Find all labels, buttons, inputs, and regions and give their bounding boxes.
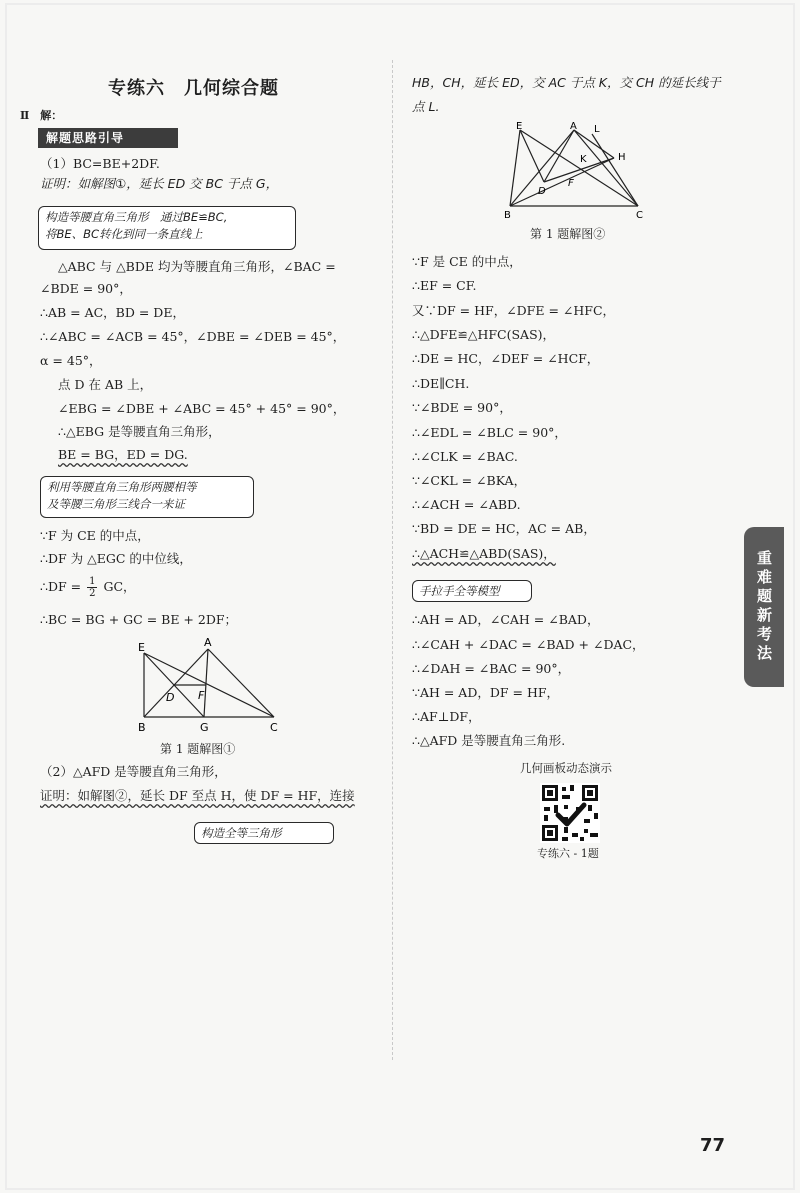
note-box-2-line-a: 利用等腰直角三角形两腰相等 [47,480,197,494]
fig2-label-D: D [538,186,546,197]
left-line-12: ∵F 为 CE 的中点， [40,528,150,543]
figure-1-caption: 第 1 题解图① [160,742,236,756]
fig2-label-H: H [618,152,626,163]
left-line-15: ∴BC = BG + GC = BE + 2DF； [40,612,238,627]
fig1-label-F: F [198,689,205,702]
fig2-seg-CL [592,134,638,206]
left-line-14-b: GC， [103,579,136,594]
left-line-1: （1）BC=BE+2DF. [40,156,160,171]
note-box-3: 构造全等三角形 [194,822,334,844]
note-box-1-line-a: 构造等腰直角三角形 通过BE≌BC, [45,210,228,224]
fig1-label-E: E [138,641,145,654]
left-line-7: α = 45°， [40,353,102,368]
qr-caption: 专练六 - 1题 [537,847,599,860]
page-title: 专练六 几何综合题 [108,78,279,99]
note-box-1-line-b: 将BE、BC转化到同一条直线上 [45,227,203,241]
fig1-label-A: A [204,636,212,649]
fraction-numerator: 1 [89,576,96,587]
figure-2 [500,120,650,220]
note-box-2-line-b: 及等腰三角形三线合一来证 [47,497,185,511]
figure-1 [130,635,290,735]
left-line-14 [40,576,136,599]
fig2-label-L: L [594,124,600,135]
right-line-17: ∴∠CAH + ∠DAC = ∠BAD + ∠DAC， [412,637,645,652]
left-line-11: BE = BG，ED = DG. [58,447,188,462]
right-line-7: ∴DE = HC，∠DEF = ∠HCF， [412,351,600,366]
fig2-label-A: A [570,121,577,132]
left-line-14-a: ∴DF = [40,579,82,594]
fig1-label-G: G [200,721,209,734]
fig1-seg-AB [144,649,208,717]
right-line-5: 又∵DF = HF，∠DFE = ∠HFC， [412,303,616,318]
figure-2-caption: 第 1 题解图② [530,227,606,241]
left-line-2: 证明：如解图①，延长 ED 交 BC 于点 G， [40,176,279,191]
right-line-19: ∵AH = AD，DF = HF， [412,685,560,700]
fig2-label-F: F [568,178,574,189]
left-line-9: ∠EBG = ∠DBE + ∠ABC = 45° + 45° = 90°， [58,401,346,416]
right-line-3: ∵F 是 CE 的中点， [412,254,522,269]
right-line-9: ∵∠BDE = 90°， [412,400,512,415]
left-line-3: △ABC 与 △BDE 均为等腰直角三角形，∠BAC = [58,259,336,274]
right-line-21: ∴△AFD 是等腰直角三角形. [412,733,566,748]
left-line-13: ∴DF 为 △EGC 的中位线， [40,551,192,566]
right-line-1: HB，CH，延长 ED，交 AC 于点 K，交 CH 的延长线于 [412,75,721,90]
fig2-seg-BH [510,158,614,206]
solve-label: Ⅱ 解： [20,109,63,122]
right-line-2: 点 L. [412,99,440,114]
left-line-6: ∴∠ABC = ∠ACB = 45°，∠DBE = ∠DEB = 45°， [40,329,346,344]
note-box-1 [38,206,296,250]
right-line-4: ∴EF = CF. [412,278,477,293]
fig2-seg-EB [510,130,520,206]
qr-code-icon[interactable] [540,783,600,843]
right-line-6: ∴△DFE≌△HFC(SAS)， [412,327,556,342]
right-line-12: ∵∠CKL = ∠BKA， [412,473,527,488]
page-number: 77 [700,1135,726,1156]
right-line-13: ∴∠ACH = ∠ABD. [412,497,521,512]
fig2-seg-DH [544,158,614,182]
fig1-seg-AC [208,649,274,717]
left-line-8: 点 D 在 AB 上， [58,377,153,392]
right-line-20: ∴AF⊥DF， [412,709,481,724]
left-line-4: ∠BDE = 90°， [40,281,132,296]
fraction-denominator: 2 [89,588,96,599]
qr-title: 几何画板动态演示 [520,761,612,775]
fig1-label-B: B [138,721,146,734]
side-tab: 重难题新考法 [744,527,784,687]
left-line-17: 证明：如解图②，延长 DF 至点 H，使 DF = HF，连接 [40,788,355,803]
hint-banner: 解题思路引导 [38,128,178,148]
left-line-10: ∴△EBG 是等腰直角三角形， [58,424,221,439]
fig1-label-D: D [166,691,175,704]
left-line-5: ∴AB = AC，BD = DE， [40,305,185,320]
right-line-8: ∴DE∥CH. [412,376,470,391]
right-line-18: ∴∠DAH = ∠BAC = 90°， [412,661,571,676]
fig2-label-E: E [516,121,523,132]
fig1-label-C: C [270,721,278,734]
column-divider [392,60,393,1060]
right-line-15: ∴△ACH≌△ABD(SAS)， [412,546,556,561]
fig2-label-C: C [636,210,643,220]
note-box-4: 手拉手全等模型 [412,580,532,602]
note-box-2 [40,476,254,518]
right-line-10: ∴∠EDL = ∠BLC = 90°， [412,425,567,440]
right-line-14: ∵BD = DE = HC，AC = AB， [412,521,596,536]
fig2-label-K: K [580,154,587,165]
right-line-16: ∴AH = AD，∠CAH = ∠BAD， [412,612,600,627]
fig2-label-B: B [504,210,511,220]
left-line-16: （2）△AFD 是等腰直角三角形， [40,764,227,779]
fraction-one-half [87,576,97,599]
fig2-seg-AD [544,130,574,182]
fig1-seg-EC [144,653,274,717]
right-line-11: ∴∠CLK = ∠BAC. [412,449,518,464]
